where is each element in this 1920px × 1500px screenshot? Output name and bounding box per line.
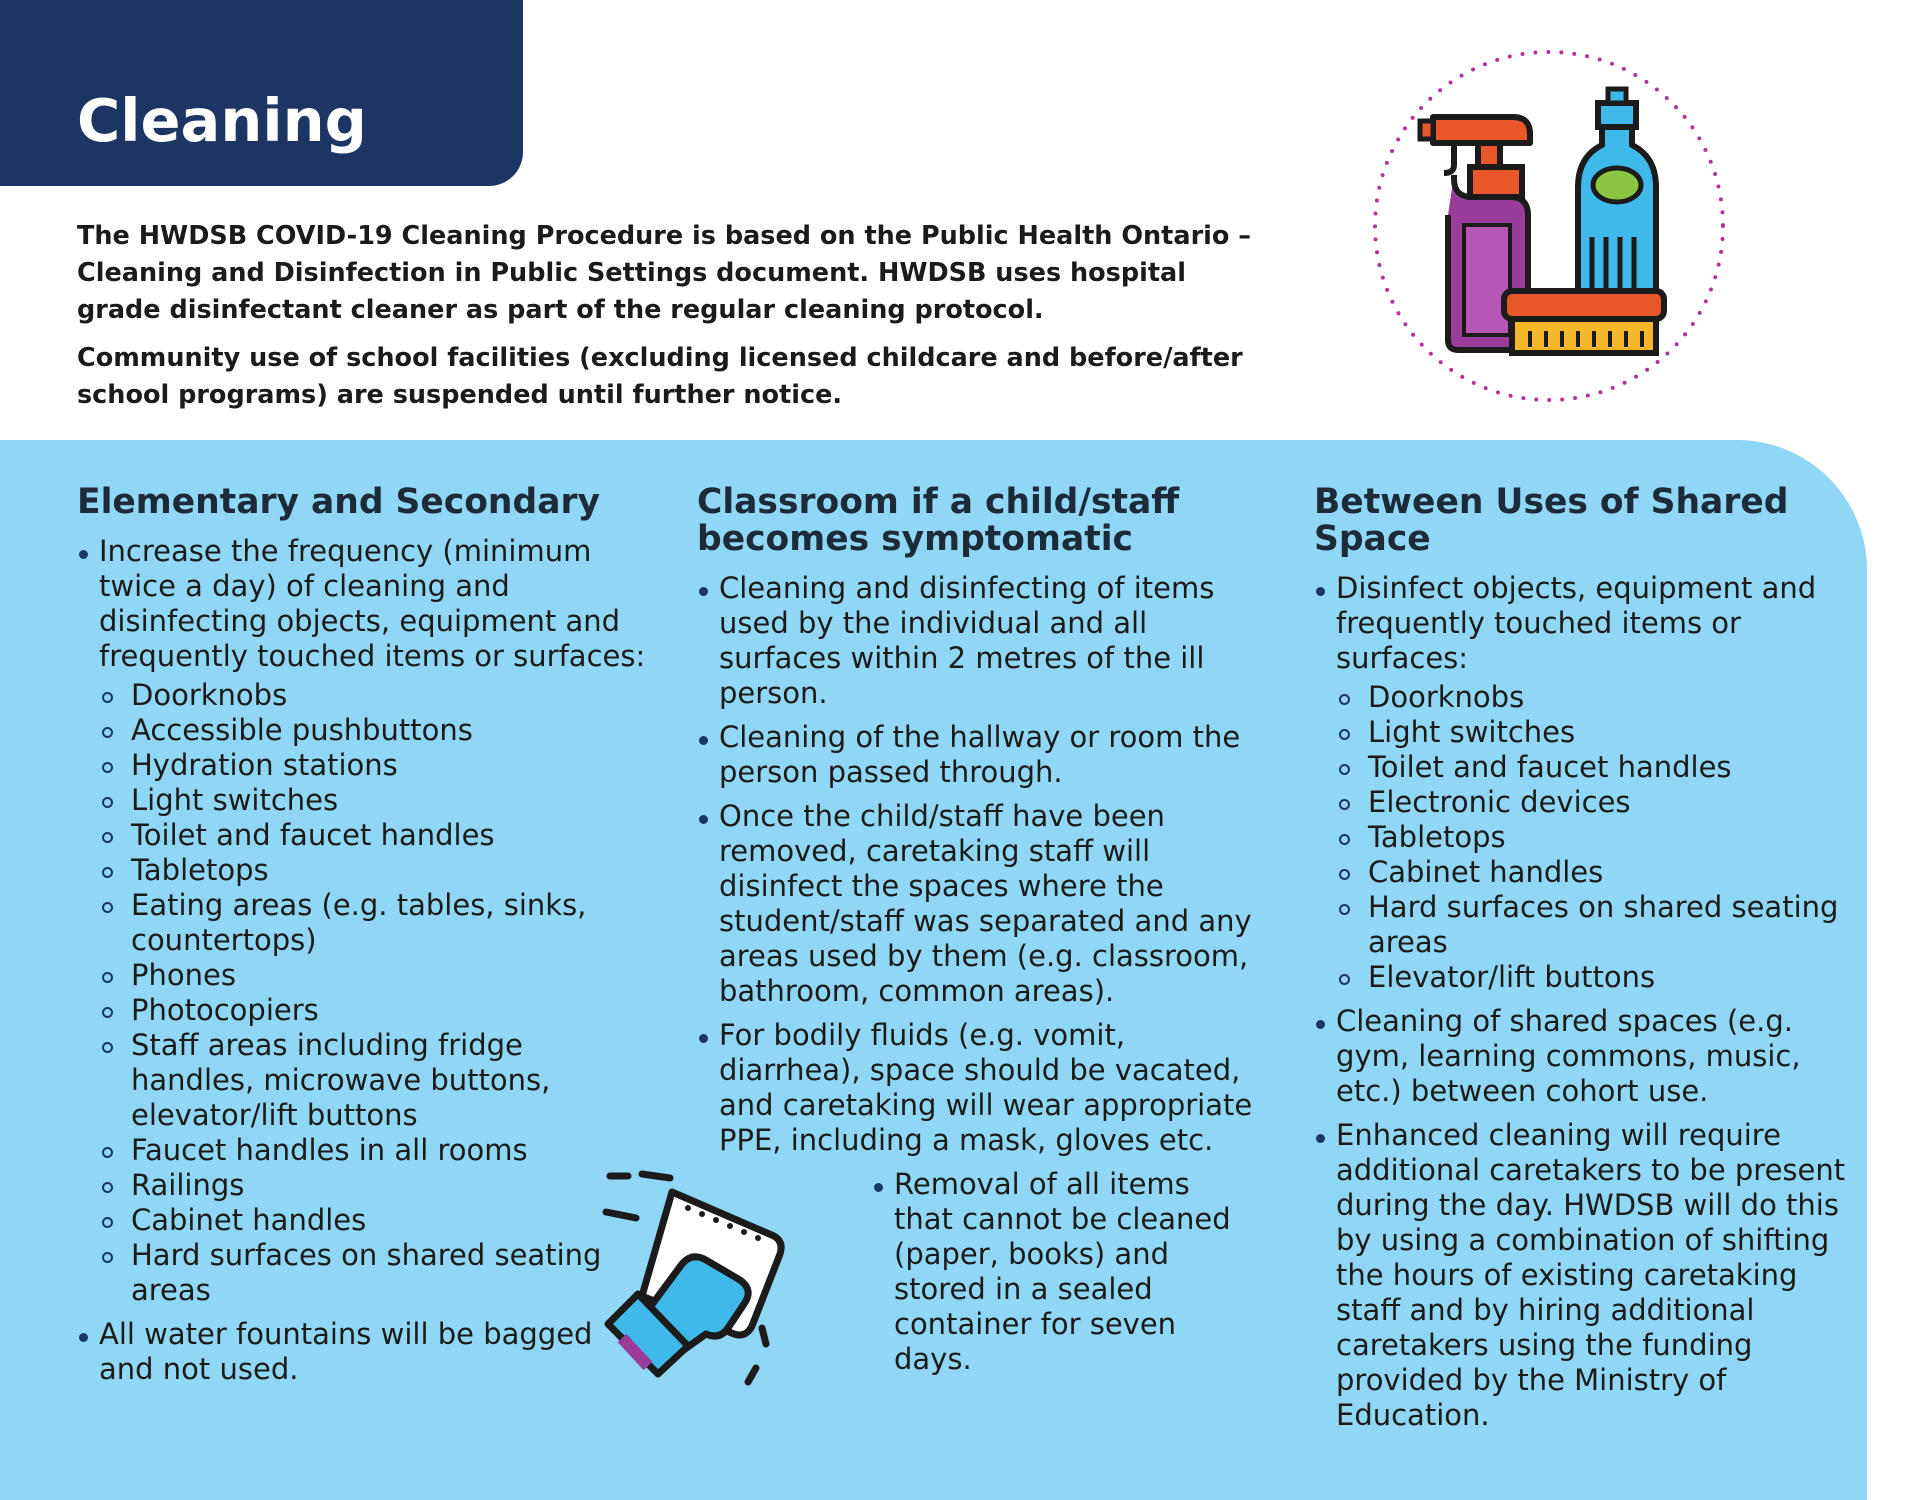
list-item: Cleaning of the hallway or room the person passed through. [697, 720, 1257, 790]
sub-list [1336, 680, 1854, 995]
sub-item: Electronic devices [1336, 785, 1854, 820]
sub-item: Tabletops [99, 853, 647, 888]
list-item: Cleaning and disinfecting of items used by the individual and all surfaces within 2 metres of the ill person. [697, 571, 1257, 711]
intro-text [77, 218, 1277, 425]
bullet-list [1314, 571, 1854, 1433]
list-item: Once the child/staff have been removed, caretaking staff will disinfect the spaces where the student/staff was separated and any areas used by them (e.g. classroom, bathroom, common areas). [697, 799, 1257, 1009]
list-item: For bodily fluids (e.g. vomit, diarrhea), space should be vacated, and caretaking will wear appropriate PPE, including a mask, gloves etc. [697, 1018, 1257, 1158]
intro-paragraph-2: Community use of school facilities (excluding licensed childcare and before/after school programs) are suspended until further notice. [77, 343, 1243, 410]
sub-item: Doorknobs [99, 678, 647, 713]
page-title: Cleaning [77, 86, 367, 155]
sub-item: Faucet handles in all rooms [99, 1133, 647, 1168]
sub-item: Phones [99, 958, 647, 993]
cleaning-supplies-icon [1370, 47, 1728, 405]
sub-item: Accessible pushbuttons [99, 713, 647, 748]
sub-item: Elevator/lift buttons [1336, 960, 1854, 995]
bullet-list [77, 534, 647, 1387]
sub-item: Cabinet handles [99, 1203, 647, 1238]
bullet-text: Disinfect objects, equipment and frequently touched items or surfaces: [1336, 571, 1817, 675]
sub-item: Photocopiers [99, 993, 647, 1028]
list-item [77, 534, 647, 1308]
sub-item: Railings [99, 1168, 647, 1203]
column-heading-elementary: Elementary and Secondary [77, 482, 600, 522]
sub-item: Light switches [99, 783, 647, 818]
sub-item: Tabletops [1336, 820, 1854, 855]
bullet-text: Increase the frequency (minimum twice a day) of cleaning and disinfecting objects, equipment and frequently touched items or surfaces: [99, 534, 646, 673]
sub-item: Toilet and faucet handles [1336, 750, 1854, 785]
gloved-hand-wiping-icon [602, 1168, 824, 1390]
intro-paragraph-1: The HWDSB COVID-19 Cleaning Procedure is based on the Public Health Ontario – Cleaning and Disinfection in Public Settings document. HWDSB uses hospital grade disinfectant cleaner as part of the regular cleaning protocol. [77, 221, 1252, 325]
sub-item: Hard surfaces on shared seating areas [99, 1238, 647, 1308]
sub-item: Staff areas including fridge handles, microwave buttons, elevator/lift buttons [99, 1028, 647, 1133]
sub-item: Toilet and faucet handles [99, 818, 647, 853]
list-item [1314, 571, 1854, 995]
sub-item: Cabinet handles [1336, 855, 1854, 890]
sub-item: Eating areas (e.g. tables, sinks, countertops) [99, 888, 647, 958]
column-heading-classroom: Classroom if a child/staff becomes symptomatic [697, 482, 1180, 559]
column-heading-shared: Between Uses of Shared Space [1314, 482, 1789, 559]
sub-item: Light switches [1336, 715, 1854, 750]
list-item: Enhanced cleaning will require additional caretakers to be present during the day. HWDSB will do this by using a combination of shifting the hours of existing caretaking staff and by hiring additional caretakers using the funding provided by the Ministry of Education. [1314, 1118, 1854, 1433]
sub-list [99, 678, 647, 1308]
title-banner [0, 0, 523, 186]
list-item: Removal of all items that cannot be cleaned (paper, books) and stored in a sealed container for seven days. [872, 1167, 1234, 1377]
sub-item: Doorknobs [1336, 680, 1854, 715]
column-elementary-secondary [77, 484, 647, 1396]
sub-item: Hydration stations [99, 748, 647, 783]
list-item: Cleaning of shared spaces (e.g. gym, learning commons, music, etc.) between cohort use. [1314, 1004, 1854, 1109]
column-shared-space [1314, 484, 1854, 1442]
sub-item: Hard surfaces on shared seating areas [1336, 890, 1854, 960]
list-item: All water fountains will be bagged and not used. [77, 1317, 647, 1387]
